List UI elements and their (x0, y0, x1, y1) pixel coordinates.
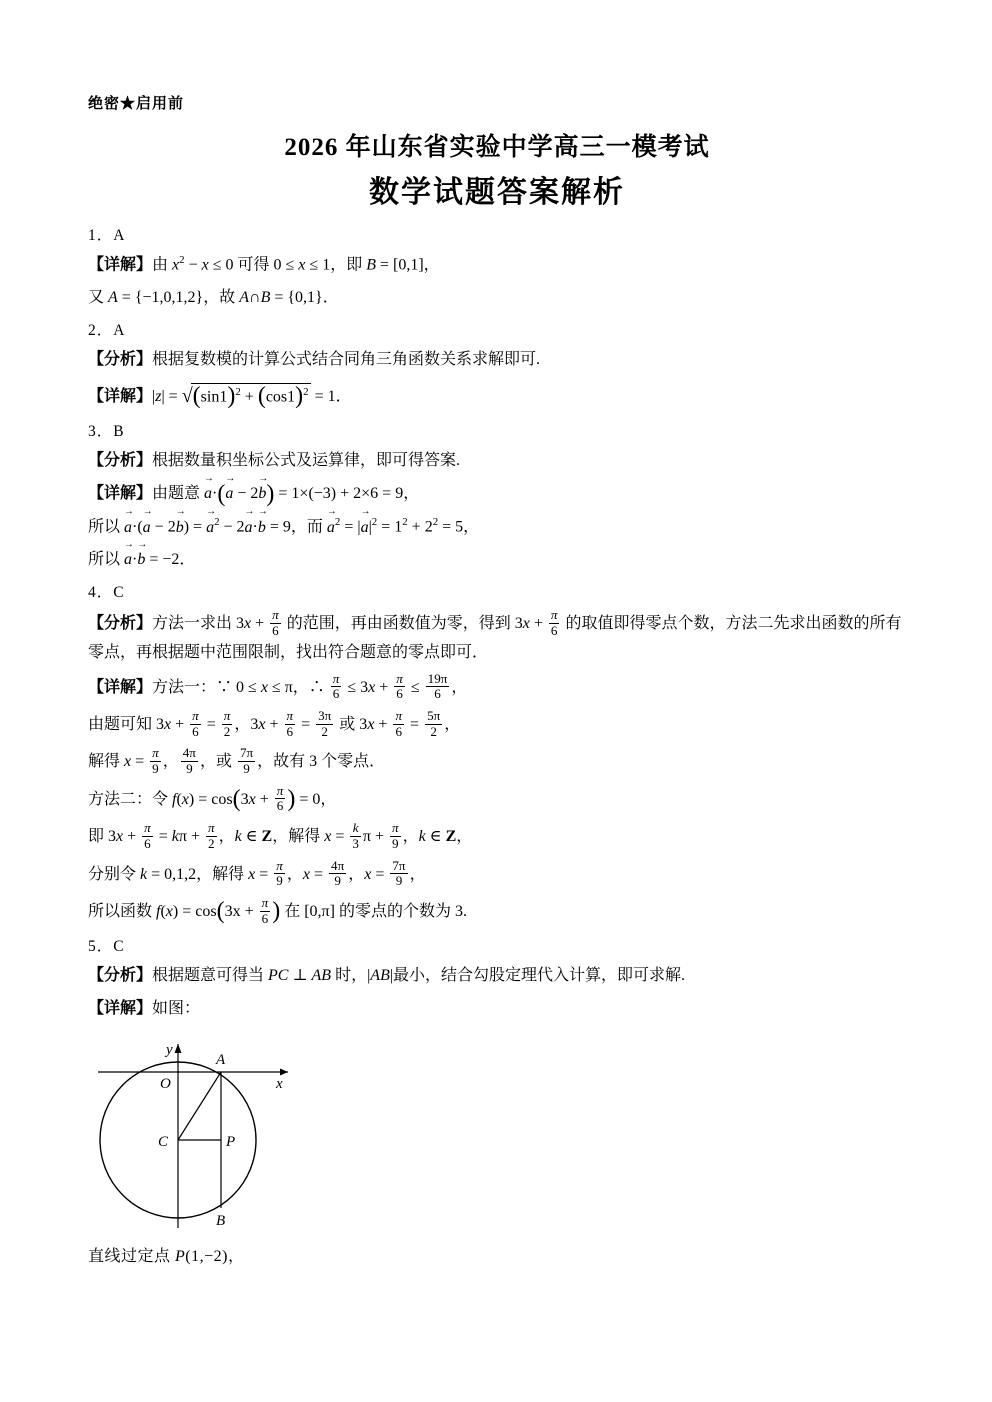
figure-label-B: B (216, 1213, 226, 1230)
geometry-figure (88, 1032, 906, 1237)
question-2-detail: 【详解】$|z| = √(\sin 1)^2 + (\cos 1)^2 = 1$． (88, 383, 352, 410)
analysis-label: 【分析】 (88, 967, 153, 985)
figure-label-y: y (166, 1042, 173, 1059)
question-4-detail-line-7: 所以函数 f(x) = cos(3x + $\frac{\pi}{6}$ ) 在 [0,π] 的零点的个数为 3. (88, 894, 467, 926)
question-4-detail-line-4: 方法二：令 f(x) = cos(3x + $\frac{\pi}{6}$ ) = 0， (88, 782, 337, 814)
question-number-3: 3．B (88, 423, 125, 441)
question-3-detail-line-3: 所以 a →·b → = −2． (88, 547, 906, 573)
question-4-detail-line-6: 分别令 k = 0,1,2，解得 x = $\frac{\pi}{9}$ ，x = $\frac{4\pi}{9}$ ，x = $\frac{7\pi}{9}$ ， (88, 857, 426, 889)
question-number-5: 5．C (88, 938, 125, 956)
exam-title: 2026 年山东省实验中学高三一模考试 (284, 134, 710, 161)
question-3-detail-line-2: 所以 a →·(a → − 2b →) = a →$^2$ − 2a →·b → = 9，而 $a \to^2 = |a \to|^2 = 1^2 + 2^2 = 5$， (88, 514, 906, 540)
question-3-analysis: 【分析】根据数量积坐标公式及运算律，即可得答案. (88, 452, 461, 470)
question-5-analysis: 【分析】根据题意可得当 PC ⊥ AB 时，|AB|最小，结合勾股定理代入计算，即可求解. (88, 967, 686, 985)
document-content (88, 92, 906, 1266)
question-number-1: 1．A (88, 227, 126, 244)
analysis-label: 【分析】 (88, 351, 153, 369)
question-5-tail: 直线过定点 P(1,−2)， (88, 1248, 245, 1266)
detail-label: 【详解】 (88, 256, 153, 274)
figure-label-x: x (276, 1076, 283, 1093)
question-3-detail-line-1: 【详解】由题意 a →·(a → − 2b →) = 1×(−3) + 2×6 = 9， (88, 481, 906, 507)
question-1-detail-line-1: 【详解】由 $x^2 - x \le 0$ 可得 0 ≤ x ≤ 1，即 B = [0,1]， (88, 254, 440, 274)
detail-label: 【详解】 (88, 387, 153, 405)
question-4-detail-line-5: 即 3x + $\frac{\pi}{6}$ = kπ + $\frac{\pi}{2}$ ，k ∈ Z，解得 x = $\frac{k}{3}$ π + $\frac{\pi}{9}$ ，k ∈ Z， (88, 820, 473, 851)
question-4-detail-line-3: 解得 x = $\frac{\pi}{9}$ ， $\frac{4\pi}{9}$ ，或 $\frac{7\pi}{9}$ ，故有 3 个零点． (88, 745, 386, 777)
question-2-analysis: 【分析】根据复数模的计算公式结合同角三角函数关系求解即可. (88, 351, 541, 369)
question-number-4: 4．C (88, 584, 125, 602)
paper-title: 数学试题答案解析 (369, 176, 625, 209)
question-4-analysis: 【分析】方法一求出 3x + $\frac{\pi}{6}$ 的范围，再由函数值为零，得到 3x + $\frac{\pi}{6}$ 的取值即得零点个数，方法二先求出函数的所有零点，再根据题中范围限制，找出符合题意的零点即可． (88, 607, 902, 661)
question-4-detail-line-2: 由题可知 3x + $\frac{\pi}{6}$ = $\frac{\pi}{2}$ ，3x + $\frac{\pi}{6}$ = $\frac{3\pi}{2}$ 或 3x + $\frac{\pi}{6}$ = $\frac{5\pi}{2}$ ， (88, 708, 461, 739)
secret-notice: 绝密★启用前 (88, 96, 185, 112)
detail-label: 【详解】 (88, 1000, 153, 1018)
figure-label-C: C (158, 1134, 169, 1151)
figure-label-P: P (226, 1134, 236, 1151)
question-number-2: 2．A (88, 322, 126, 340)
detail-label: 【详解】 (88, 678, 153, 696)
question-5-detail: 【详解】如图： (88, 1000, 201, 1018)
analysis-label: 【分析】 (88, 615, 153, 633)
figure-label-A: A (216, 1052, 226, 1069)
analysis-label: 【分析】 (88, 452, 153, 470)
figure-label-O: O (160, 1076, 171, 1093)
question-4-detail-line-1: 【详解】方法一：∵ 0 ≤ x ≤ π，∴ $\frac{\pi}{6}$ ≤ 3x + $\frac{\pi}{6}$ ≤ $\frac{19\pi}{6}$ ， (88, 670, 468, 702)
question-1-detail-line-2: 又 A = {−1,0,1,2}，故 A∩B = {0,1}． (88, 289, 339, 307)
detail-label: 【详解】 (88, 485, 153, 503)
